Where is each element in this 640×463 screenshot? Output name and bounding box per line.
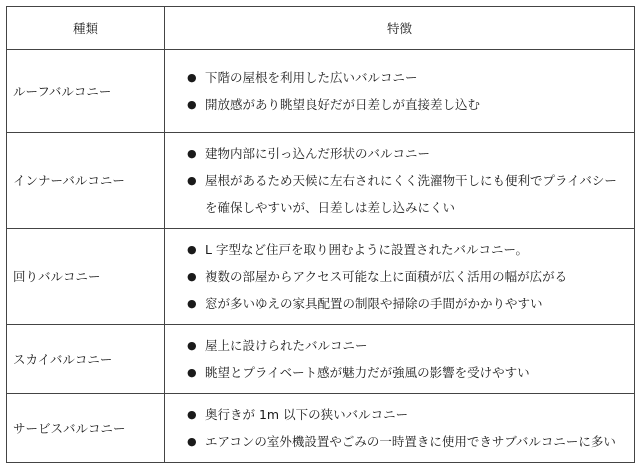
table-row [7,394,635,463]
feature-item: ● 眺望とプライベート感が魅力だが強風の影響を受けやすい [187,359,630,386]
features-cell [165,394,635,463]
features-cell [165,229,635,325]
features-cell [165,133,635,229]
type-cell: 回りバルコニー [7,229,165,325]
feature-item: ● 屋根があるため天候に左右されにくく洗濯物干しにも便利でプライバシー [187,167,630,194]
type-cell: ルーフバルコニー [7,50,165,133]
table-row [7,325,635,394]
feature-item: ● 下階の屋根を利用した広いバルコニー [187,64,630,91]
feature-item: ● L 字型など住戸を取り囲むように設置されたバルコニー。 [187,236,630,263]
table-row [7,50,635,133]
feature-item: ● 奥行きが 1m 以下の狭いバルコニー [187,401,630,428]
feature-item: ● 複数の部屋からアクセス可能な上に面積が広く活用の幅が広がる [187,263,630,290]
feature-item: ● 窓が多いゆえの家具配置の制限や掃除の手間がかかりやすい [187,290,630,317]
header-row [7,7,635,50]
balcony-types-table [6,6,635,463]
feature-item: ● 開放感があり眺望良好だが日差しが直接差し込む [187,91,630,118]
feature-item: ● 建物内部に引っ込んだ形状のバルコニー [187,140,630,167]
feature-item: ● 屋上に設けられたバルコニー [187,332,630,359]
features-cell [165,325,635,394]
balcony-table-container [6,6,634,463]
features-cell [165,50,635,133]
header-features: 特徴 [165,7,635,50]
table-row [7,133,635,229]
feature-item: ● エアコンの室外機設置やごみの一時置きに使用できサブバルコニーに多い [187,428,630,455]
header-type: 種類 [7,7,165,50]
type-cell: サービスバルコニー [7,394,165,463]
type-cell: スカイバルコニー [7,325,165,394]
feature-item-continuation: を確保しやすいが、日差しは差し込みにくい [205,200,456,215]
type-cell: インナーバルコニー [7,133,165,229]
table-row [7,229,635,325]
